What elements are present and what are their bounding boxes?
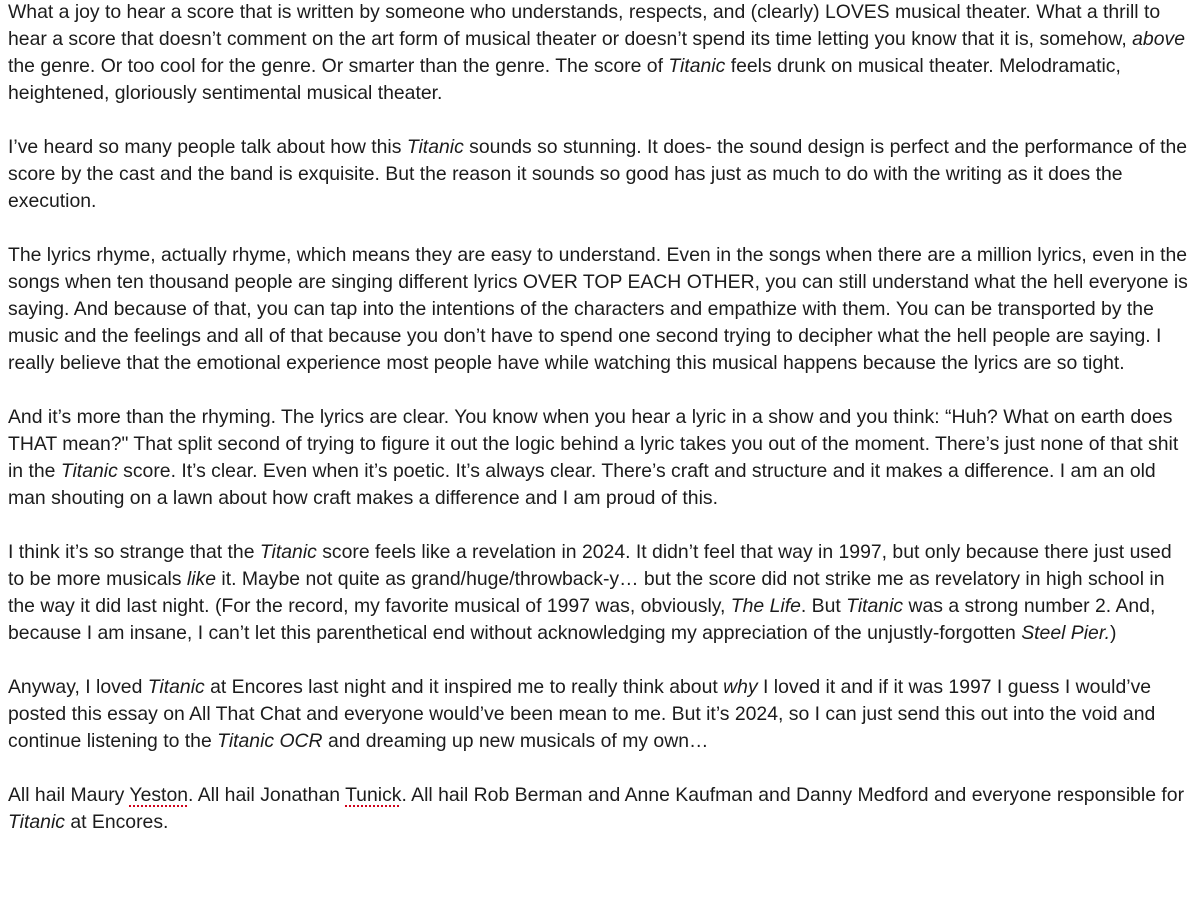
- spellcheck-flagged-word: Tunick: [345, 784, 402, 806]
- text-segment: the genre. Or too cool for the genre. Or smarter than the genre. The score of: [8, 55, 669, 77]
- italic-text-segment: Titanic: [8, 811, 65, 833]
- italic-text-segment: Titanic: [406, 136, 464, 158]
- italic-text-segment: why: [723, 676, 758, 698]
- text-segment: . All hail Rob Berman and Anne Kaufman and Danny Medford and everyone responsible for: [401, 784, 1185, 806]
- text-segment: I loved it and if it was 1997 I guess I would’ve posted this essay on All That Chat and everyone would’ve been mean to me. But it’s 2024, so I can just send this out into the void and continue listening to the: [8, 676, 1156, 752]
- text-segment: it. Maybe not quite as grand/huge/throwback-y… but the score did not strike me as revelatory in high school in the way it did last night. (For the record, my favorite musical of 1997 was, obviously,: [8, 568, 1165, 617]
- italic-text-segment: Titanic: [259, 541, 317, 563]
- text-segment: was a strong number 2. And, because I am insane, I can’t let this parenthetical end without acknowledging my appreciation of the unjustly-forgotten: [8, 595, 1156, 644]
- text-segment: I’ve heard so many people talk about how this: [8, 136, 407, 158]
- paragraph: [8, 134, 1190, 215]
- italic-text-segment: like: [186, 568, 216, 590]
- italic-text-segment: Titanic: [147, 676, 205, 698]
- italic-text-segment: Titanic: [846, 595, 904, 617]
- paragraph: [8, 539, 1190, 647]
- text-segment: and dreaming up new musicals of my own…: [322, 730, 709, 752]
- text-segment: feels drunk on musical theater. Melodramatic, heightened, gloriously sentimental musical theater.: [8, 55, 1121, 104]
- text-segment: . All hail Jonathan: [188, 784, 346, 806]
- text-segment: score feels like a revelation in 2024. It didn’t feel that way in 1997, but only because there just used to be more musicals: [8, 541, 1172, 590]
- paragraph: [8, 242, 1190, 377]
- text-segment: at Encores last night and it inspired me to really think about: [204, 676, 724, 698]
- italic-text-segment: above: [1132, 28, 1185, 50]
- paragraph: [8, 404, 1190, 512]
- italic-text-segment: Titanic: [668, 55, 726, 77]
- paragraph: [8, 782, 1190, 836]
- text-segment: at Encores.: [64, 811, 169, 833]
- spellcheck-flagged-word: Yeston: [129, 784, 189, 806]
- text-segment: And it’s more than the rhyming. The lyrics are clear. You know when you hear a lyric in a show and you think: “Huh? What on earth does THAT mean?" That split second of trying to figure it out the logic behind a lyric takes you out of the moment. There’s just none of that shit in the: [8, 406, 1179, 482]
- text-segment: score. It’s clear. Even when it’s poetic. It’s always clear. There’s craft and structure and it makes a difference. I am an old man shouting on a lawn about how craft makes a difference and I am proud of this.: [8, 460, 1156, 509]
- italic-text-segment: The Life: [730, 595, 801, 617]
- text-segment: . But: [800, 595, 847, 617]
- italic-text-segment: Steel Pier.: [1021, 622, 1110, 644]
- text-segment: Anyway, I loved: [8, 676, 148, 698]
- text-segment: The lyrics rhyme, actually rhyme, which means they are easy to understand. Even in the songs when there are a million lyrics, even in the songs when ten thousand people are singing different lyrics OVER TOP EACH OTHER, you can still understand what the hell everyone is saying. And because of that, you can tap into the intentions of the characters and empathize with them. You can be transported by the music and the feelings and all of that because you don’t have to spend one second trying to decipher what the hell people are saying. I really believe that the emotional experience most people have while watching this musical happens because the lyrics are so tight.: [8, 244, 1188, 374]
- paragraph: [8, 0, 1190, 107]
- italic-text-segment: Titanic: [60, 460, 118, 482]
- text-segment: What a joy to hear a score that is written by someone who understands, respects, and (clearly) LOVES musical theater. What a thrill to hear a score that doesn’t comment on the art form of musical theater or doesn’t spend its time letting you know that it is, somehow,: [8, 1, 1161, 50]
- text-segment: I think it’s so strange that the: [8, 541, 260, 563]
- text-segment: sounds so stunning. It does- the sound design is perfect and the performance of the score by the cast and the band is exquisite. But the reason it sounds so good has just as much to do with the writing as it does the execution.: [8, 136, 1188, 212]
- paragraph: [8, 674, 1190, 755]
- text-segment: ): [1109, 622, 1117, 644]
- italic-text-segment: Titanic OCR: [217, 730, 323, 752]
- text-segment: All hail Maury: [8, 784, 130, 806]
